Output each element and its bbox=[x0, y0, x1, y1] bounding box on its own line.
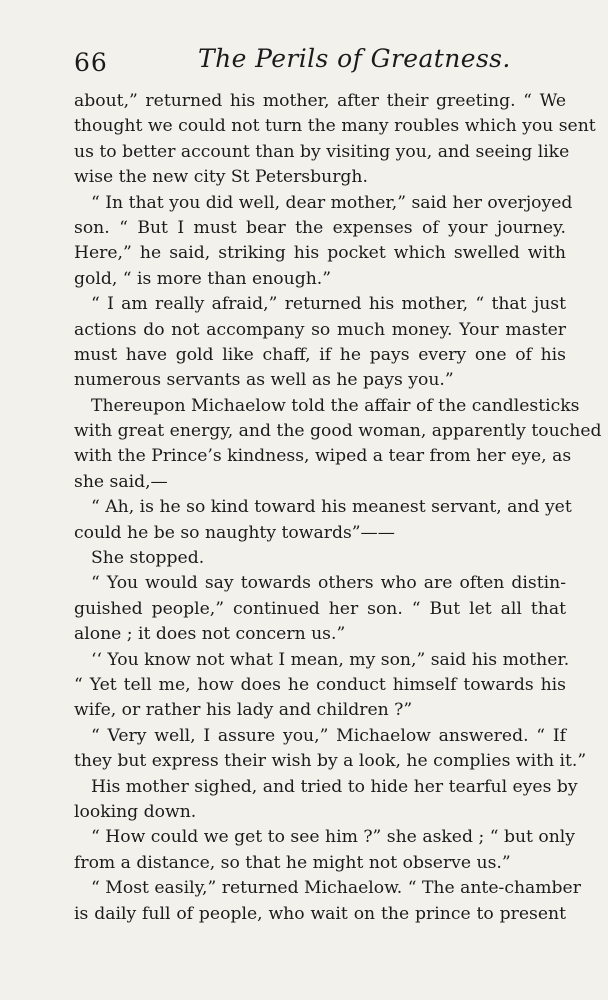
text-line: “ How could we get to see him ?” she asked ; “ but only bbox=[91, 827, 576, 848]
text-line: from a distance, so that he might not observe us.” bbox=[74, 852, 511, 873]
text-line: they but express their wish by a look, he complies with it.” bbox=[74, 751, 587, 772]
text-line: “ Ah, is he so kind toward his meanest servant, and yet bbox=[91, 497, 572, 518]
text-line: “ I am really afraid,” returned his mother, “ that just bbox=[91, 294, 566, 315]
text-line: “ You would say towards others who are often distin- bbox=[91, 573, 566, 594]
text-line: ‘‘ You know not what I mean, my son,” said his mother. bbox=[91, 649, 570, 670]
text-line: could he be so naughty towards”—— bbox=[74, 522, 395, 543]
text-line: wise the new city St Petersburgh. bbox=[74, 167, 368, 188]
text-line: numerous servants as well as he pays you.” bbox=[74, 370, 454, 391]
running-title: The Perils of Greatness. bbox=[198, 44, 511, 73]
text-line: She stopped. bbox=[91, 548, 205, 569]
text-line: thought we could not turn the many roubles which you sent bbox=[74, 116, 596, 137]
page-number: 66 bbox=[74, 48, 108, 77]
text-line: “ Yet tell me, how does he conduct himself towards his bbox=[74, 674, 566, 695]
text-line: she said,— bbox=[74, 471, 168, 492]
body-text bbox=[74, 89, 602, 927]
text-line: with the Prince’s kindness, wiped a tear from her eye, as bbox=[74, 446, 572, 467]
text-line: His mother sighed, and tried to hide her tearful eyes by bbox=[91, 776, 578, 797]
text-line: guished people,” continued her son. “ But let all that bbox=[74, 598, 566, 619]
page-header bbox=[74, 44, 560, 80]
text-line: son. “ But I must bear the expenses of your journey. bbox=[74, 217, 566, 238]
text-line: “ In that you did well, dear mother,” said her overjoyed bbox=[91, 192, 573, 213]
text-line: “ Very well, I assure you,” Michaelow answered. “ If bbox=[91, 725, 566, 746]
text-line: looking down. bbox=[74, 801, 197, 822]
text-line: actions do not accompany so much money. Your master bbox=[74, 319, 566, 340]
text-line: alone ; it does not concern us.” bbox=[74, 624, 346, 645]
text-line: is daily full of people, who wait on the prince to present bbox=[74, 903, 566, 924]
text-line: “ Most easily,” returned Michaelow. “ The ante-chamber bbox=[91, 878, 581, 899]
text-line: wife, or rather his lady and children ?” bbox=[74, 700, 413, 721]
text-line: gold, “ is more than enough.” bbox=[74, 268, 332, 289]
text-line: with great energy, and the good woman, apparently touched bbox=[74, 421, 602, 442]
text-line: Thereupon Michaelow told the affair of the candlesticks bbox=[91, 395, 580, 416]
text-line: Here,” he said, striking his pocket which swelled with bbox=[74, 243, 566, 264]
text-line: us to better account than by visiting you, and seeing like bbox=[74, 141, 570, 162]
text-line: about,” returned his mother, after their greeting. “ We bbox=[74, 91, 566, 111]
text-line: must have gold like chaff, if he pays every one of his bbox=[74, 344, 566, 365]
